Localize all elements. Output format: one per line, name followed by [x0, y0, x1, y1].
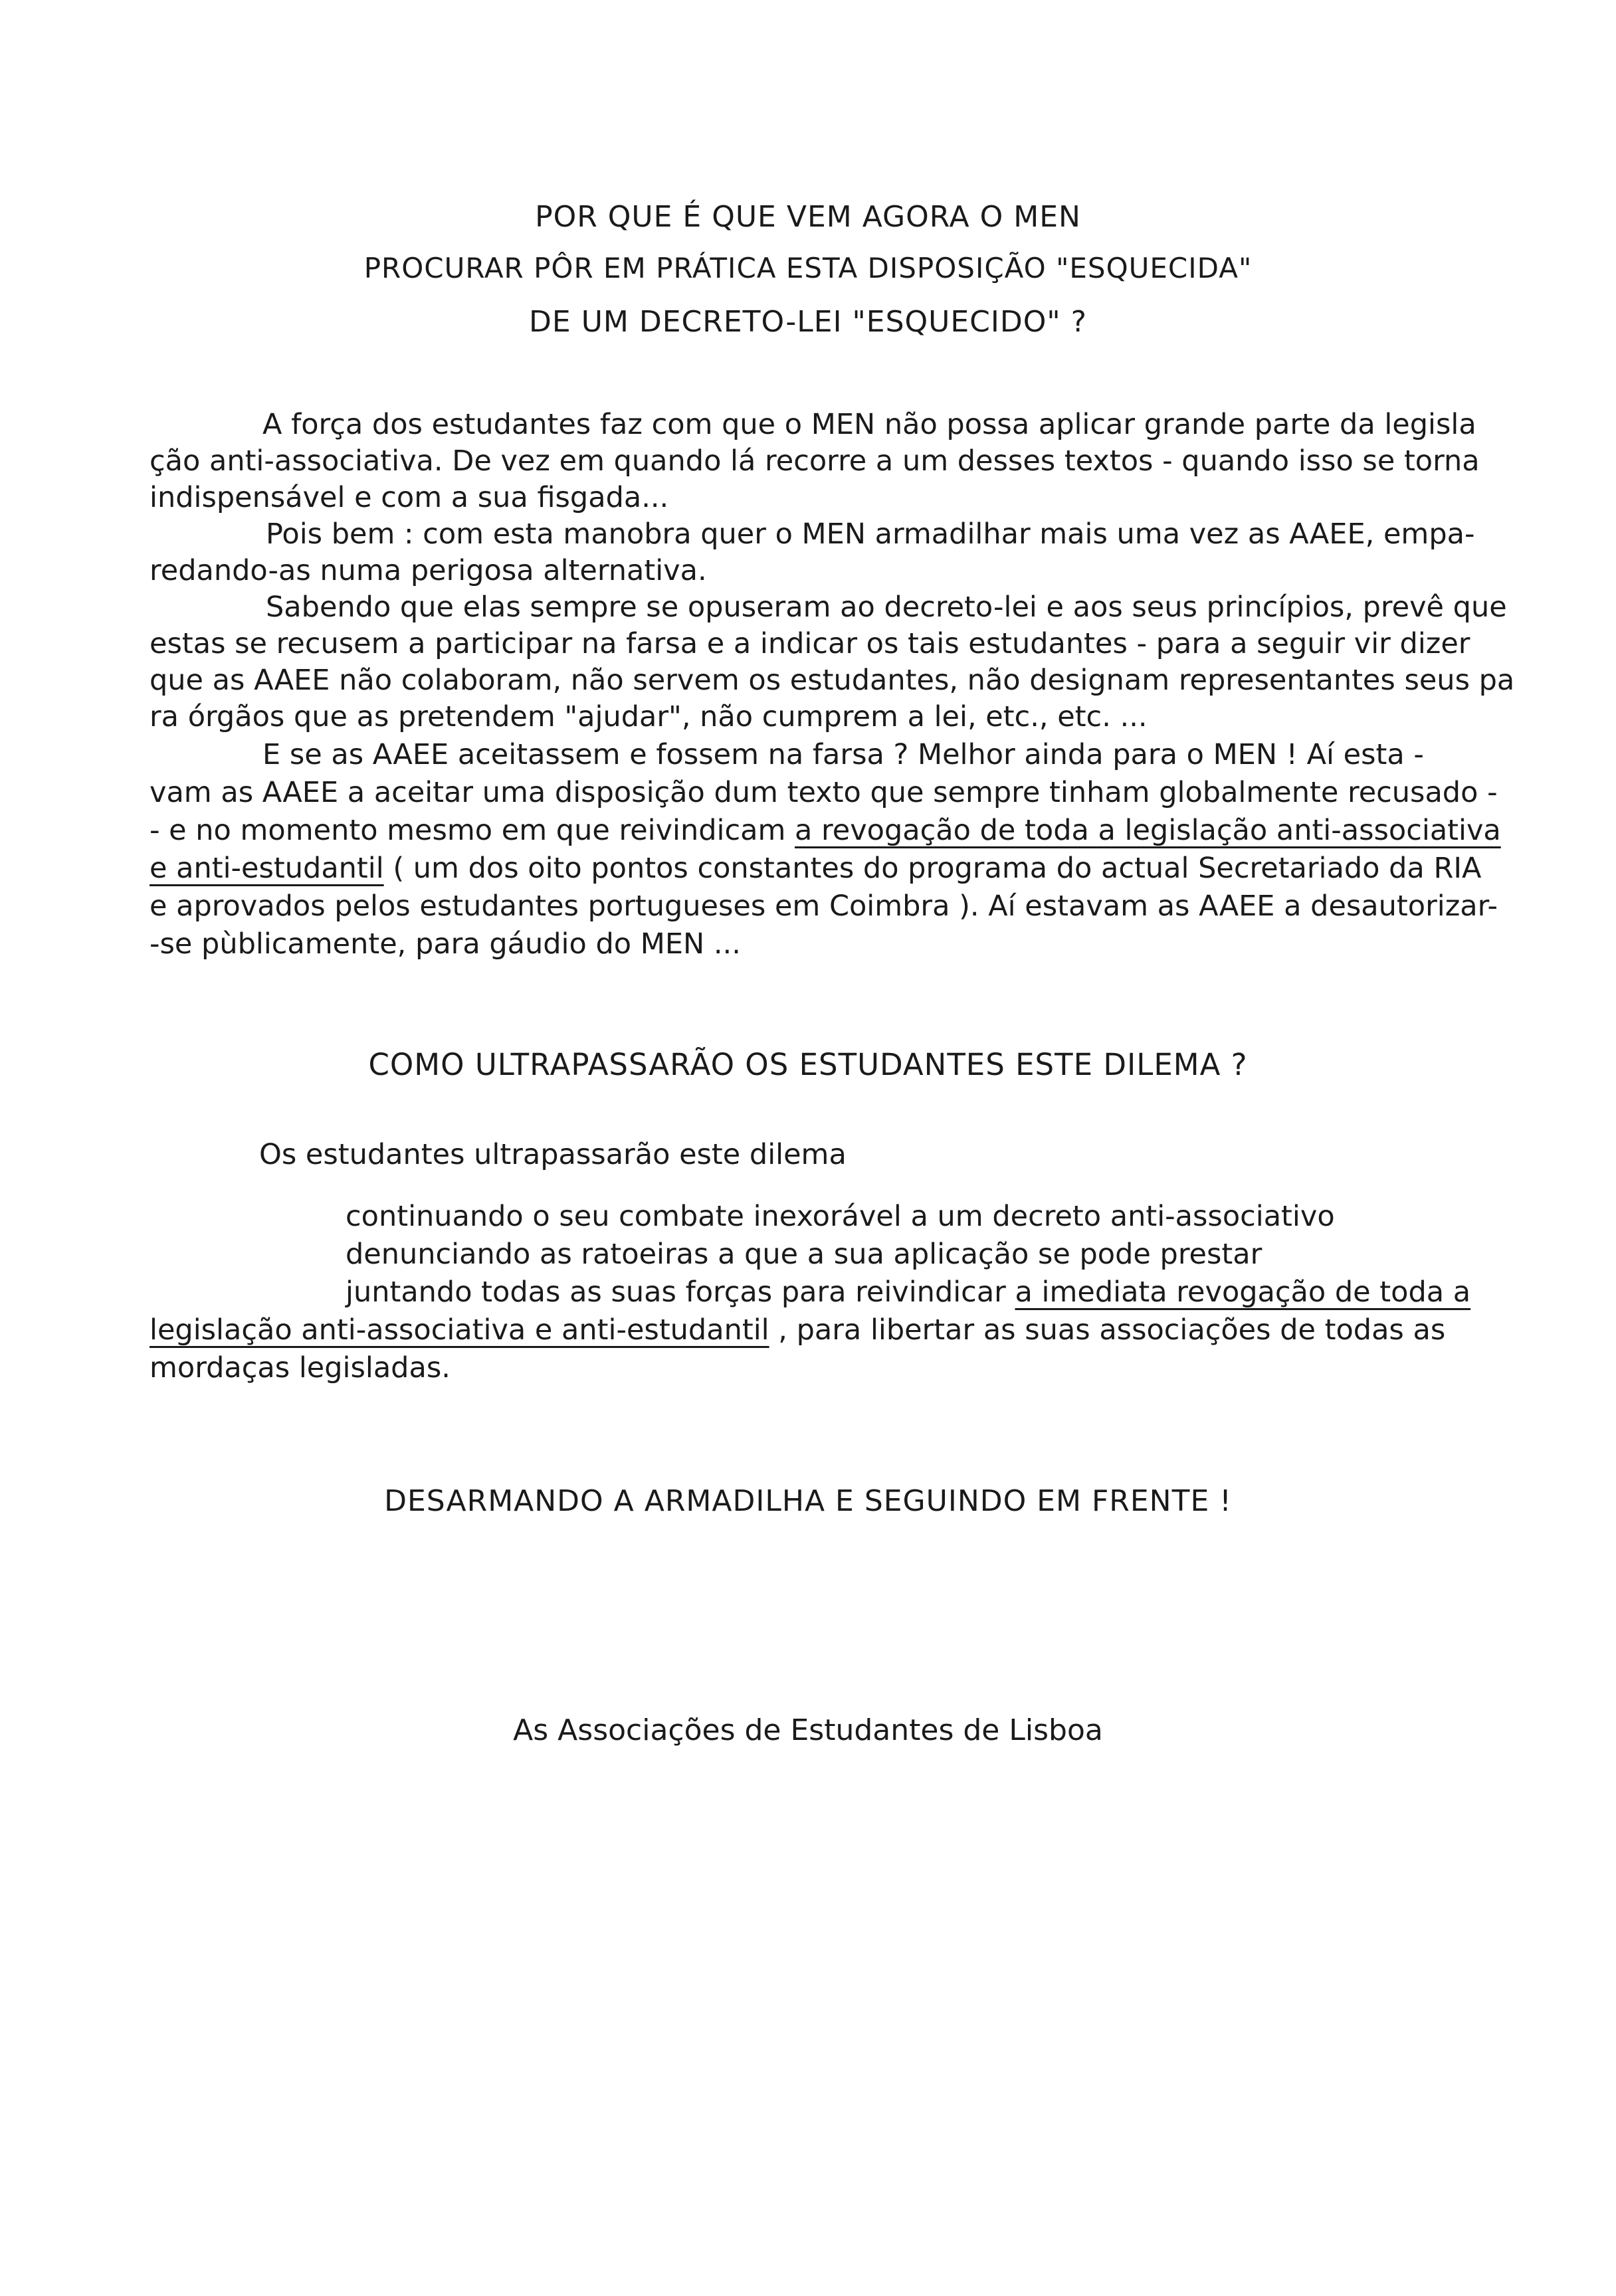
body-line [150, 854, 1481, 883]
underlined-demand: e anti-estudantil [150, 852, 384, 885]
body-line: indispensável e com a sua fisgada... [150, 481, 669, 514]
body-line: que as AAEE não colaboram, não servem os estudantes, não designam representantes seus pa [150, 664, 1515, 697]
underlined-demand: legislação anti-associativa e anti-estudantil [150, 1313, 769, 1347]
section-heading: COMO ULTRAPASSARÃO OS ESTUDANTES ESTE DILEMA ? [368, 1047, 1248, 1082]
body-line: -se pùblicamente, para gáudio do MEN ... [150, 927, 741, 961]
body-line: Sabendo que elas sempre se opuseram ao decreto-lei e aos seus princípios, prevê que [266, 591, 1507, 624]
body-line: vam as AAEE a aceitar uma disposição dum texto que sempre tinham globalmente recusado - [150, 776, 1498, 809]
title-line-1: POR QUE É QUE VEM AGORA O MEN [535, 200, 1081, 234]
body-line: A força dos estudantes faz com que o MEN não possa aplicar grande parte da legisla [262, 408, 1476, 441]
body-line: estas se recusem a participar na farsa e a indicar os tais estudantes - para a seguir vir dizer [150, 627, 1470, 660]
body-text: ( um dos oito pontos constantes do programa do actual Secretariado da RIA [383, 852, 1482, 885]
list-item: denunciando as ratoeiras a que a sua aplicação se pode prestar [346, 1238, 1262, 1271]
body-line: E se as AAEE aceitassem e fossem na farsa ? Melhor ainda para o MEN ! Aí esta - [262, 738, 1424, 771]
body-line: mordaças legisladas. [150, 1351, 451, 1385]
underlined-demand: a imediata revogação de toda a [1015, 1276, 1471, 1309]
body-line: ra órgãos que as pretendem "ajudar", não cumprem a lei, etc., etc. ... [150, 700, 1148, 733]
title-line-3: DE UM DECRETO-LEI "ESQUECIDO" ? [529, 305, 1087, 339]
list-item [346, 1278, 1470, 1307]
body-text: - e no momento mesmo em que reivindicam [150, 814, 795, 847]
signature: As Associações de Estudantes de Lisboa [513, 1713, 1103, 1747]
underlined-demand: a revogação de toda a legislação anti-associativa [795, 814, 1501, 847]
body-line: ção anti-associativa. De vez em quando lá recorre a um desses textos - quando isso se torna [150, 444, 1480, 478]
body-line: redando-as numa perigosa alternativa. [150, 554, 707, 587]
list-item: continuando o seu combate inexorável a um decreto anti-associativo [346, 1200, 1335, 1233]
title-line-2: PROCURAR PÔR EM PRÁTICA ESTA DISPOSIÇÃO "ESQUECIDA" [363, 252, 1253, 284]
body-text: juntando todas as suas forças para reivindicar [346, 1276, 1015, 1309]
section-intro: Os estudantes ultrapassarão este dilema [259, 1138, 847, 1171]
body-line: Pois bem : com esta manobra quer o MEN armadilhar mais uma vez as AAEE, empa- [266, 518, 1475, 551]
body-line [150, 1313, 1446, 1347]
body-text: , para libertar as suas associações de todas as [769, 1313, 1446, 1347]
body-line: e aprovados pelos estudantes portugueses em Coimbra ). Aí estavam as AAEE a desautorizar- [150, 890, 1498, 923]
body-line [150, 816, 1501, 845]
closing-slogan: DESARMANDO A ARMADILHA E SEGUINDO EM FRENTE ! [384, 1484, 1232, 1518]
